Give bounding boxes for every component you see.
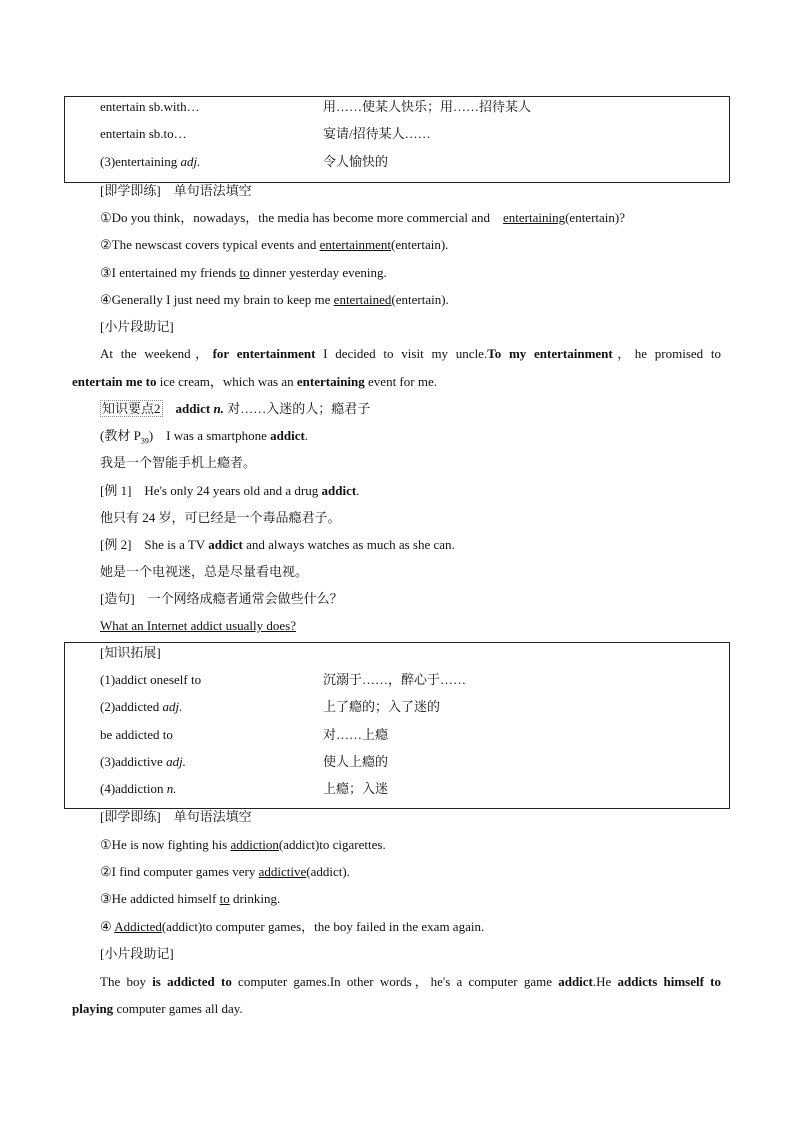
box2-heading: [知识拓展] [100, 645, 161, 660]
box1-row3-cn: 令人愉快的 [323, 154, 389, 169]
memo2-heading: [小片段助记] [100, 946, 174, 961]
practice1-item-3: ③I entertained my friends to dinner yesterday evening. [100, 265, 387, 280]
example-1: [例 1] He's only 24 years old and a drug addict. [100, 483, 360, 498]
practice1-item-1: ①Do you think，nowadays，the media has become more commercial and entertaining(entertain)? [100, 210, 625, 225]
answer: to [239, 265, 250, 280]
practice1-heading: [即学即练] 单句语法填空 [100, 183, 252, 198]
textbook-example: (教材 $P_{39}$) I was a smartphone addict. [100, 428, 309, 446]
box2-row2-en: (2)addicted adj. [100, 699, 183, 714]
make-sentence: [造句] 一个网络成瘾者通常会做些什么？ [100, 591, 343, 606]
box1-row3-en: (3)entertaining adj. [100, 154, 201, 169]
box2-row1-en: (1)addict oneself to [100, 672, 202, 687]
box1-row2-en: entertain sb.to… [100, 126, 187, 141]
box1-row2-cn: 宴请/招待某人…… [323, 126, 431, 141]
practice2-item-4: ④ Addicted(addict)to computer games，the boy failed in the exam again. [100, 919, 485, 934]
memo2-line1: The boy is addicted to computer games.In other words，he's a computer game addict.He addicts himself to [100, 974, 722, 989]
box2-row3-cn: 对……上瘾 [323, 727, 389, 742]
textbook-example-cn: 我是一个智能手机上瘾者。 [100, 455, 257, 470]
box2-row3-en: be addicted to [100, 727, 173, 742]
practice2-item-1: ①He is now fighting his addiction(addict)to cigarettes. [100, 837, 386, 852]
practice2-heading: [即学即练] 单句语法填空 [100, 809, 252, 824]
box2-row5-en: (4)addiction n. [100, 781, 177, 796]
memo1-line1: At the weekend，for entertainment I decided to visit my uncle.To my entertainment，he promised to [100, 346, 722, 361]
box2-row5-cn: 上瘾；入迷 [323, 781, 389, 796]
box2-row4-cn: 使人上瘾的 [323, 754, 389, 769]
answer: Addicted [114, 919, 162, 934]
answer: addiction [230, 837, 279, 852]
example-2-cn: 她是一个电视迷，总是尽量看电视。 [100, 564, 309, 579]
box1-row1-en: entertain sb.with… [100, 99, 200, 114]
answer: to [219, 891, 230, 906]
memo1-heading: [小片段助记] [100, 319, 174, 334]
point2-title: 知识要点2 addict n. 对……入迷的人；瘾君子 [102, 401, 371, 416]
example-2: [例 2] She is a TV addict and always watches as much as she can. [100, 537, 455, 552]
make-sentence-answer: What an Internet addict usually does? [100, 618, 297, 633]
answer: addictive [258, 864, 307, 879]
practice1-item-4: ④Generally I just need my brain to keep me entertained(entertain). [100, 292, 449, 307]
memo2-line2: playing computer games all day. [72, 1001, 243, 1016]
box2-row2-cn: 上了瘾的；入了迷的 [323, 699, 441, 714]
practice2-item-3: ③He addicted himself to drinking. [100, 891, 281, 906]
point-tag: 知识要点2 [102, 401, 161, 416]
box2-row1-cn: 沉溺于……，醉心于…… [323, 672, 467, 687]
memo1-line2: entertain me to ice cream，which was an entertaining event for me. [72, 374, 437, 389]
practice1-item-2: ②The newscast covers typical events and entertainment(entertain). [100, 237, 449, 252]
practice2-item-2: ②I find computer games very addictive(addict). [100, 864, 350, 879]
answer: entertainment [319, 237, 392, 252]
box2-row4-en: (3)addictive adj. [100, 754, 186, 769]
answer: entertaining [503, 210, 566, 225]
box1-row1-cn: 用……使某人快乐；用……招待某人 [323, 99, 532, 114]
answer: entertained [333, 292, 392, 307]
example-1-cn: 他只有 24 岁，可已经是一个毒品瘾君子。 [100, 510, 341, 525]
